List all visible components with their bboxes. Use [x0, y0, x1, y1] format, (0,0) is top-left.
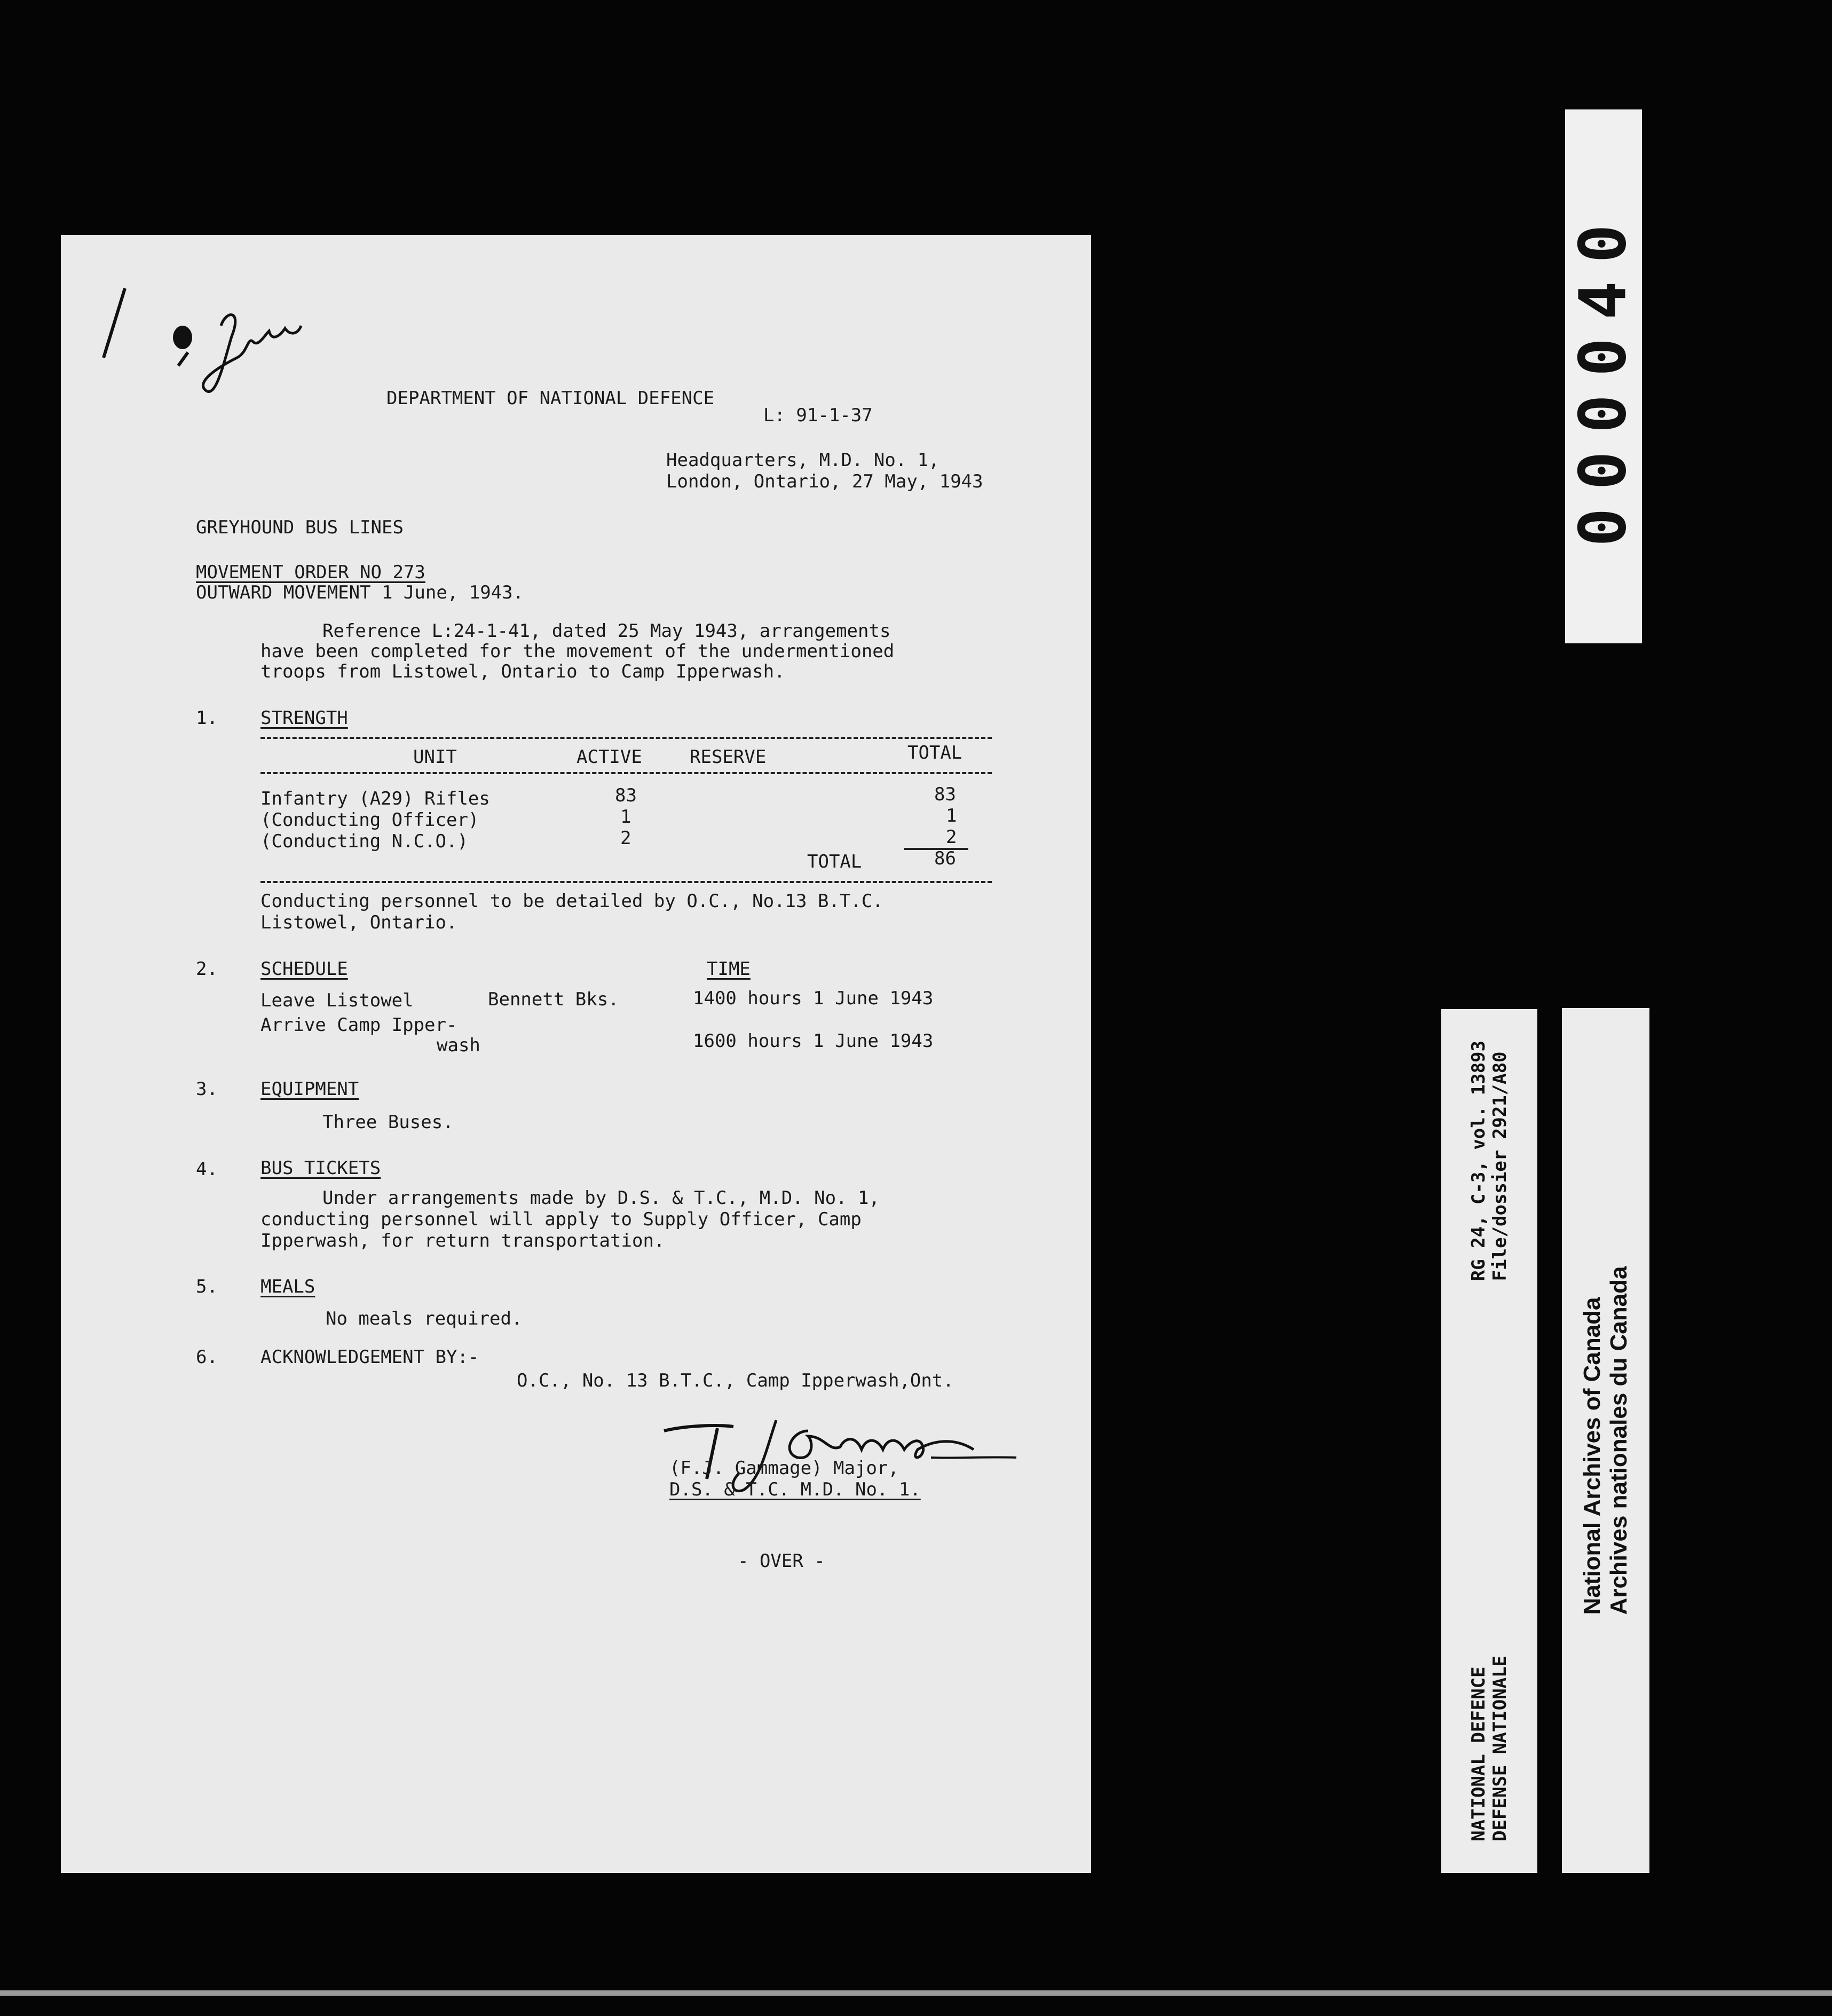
- arrive-time: 1600 hours 1 June 1943: [693, 1030, 934, 1052]
- reference-block: [1468, 1041, 1511, 1281]
- section2-heading: SCHEDULE: [260, 958, 348, 980]
- row2-active: 1: [620, 806, 631, 828]
- row2-unit: (Conducting Officer): [260, 809, 479, 831]
- order-title: MOVEMENT ORDER NO 273: [196, 562, 425, 583]
- total-value: 86: [934, 848, 956, 869]
- section3-number: 3.: [196, 1078, 218, 1100]
- section6-heading: ACKNOWLEDGEMENT BY:-: [260, 1346, 479, 1368]
- frame-number-strip: [1565, 109, 1642, 643]
- national-archives-strip: [1562, 1008, 1649, 1873]
- order-subtitle: OUTWARD MOVEMENT 1 June, 1943.: [196, 582, 524, 603]
- addressee: GREYHOUND BUS LINES: [196, 517, 404, 538]
- row3-unit: (Conducting N.C.O.): [260, 831, 468, 852]
- leave-label: Leave Listowel: [260, 990, 414, 1011]
- section6-text: O.C., No. 13 B.T.C., Camp Ipperwash,Ont.: [517, 1370, 954, 1391]
- hq-address-line1: Headquarters, M.D. No. 1,: [666, 450, 939, 471]
- section4-line1: Under arrangements made by D.S. & T.C., M.D. No. 1,: [322, 1187, 880, 1209]
- section5-text: No meals required.: [326, 1308, 523, 1329]
- row2-total: 1: [946, 805, 957, 826]
- document-page: [61, 235, 1091, 1873]
- column-unit: UNIT: [413, 746, 457, 768]
- section2-number: 2.: [196, 958, 218, 980]
- intro-line1: Reference L:24-1-41, dated 25 May 1943, arrangements: [322, 620, 891, 642]
- row1-active: 83: [615, 785, 637, 806]
- section1-heading: STRENGTH: [260, 707, 348, 729]
- national-archives-label: [1579, 1266, 1632, 1615]
- intro-line2: have been completed for the movement of the undermentioned: [260, 641, 895, 662]
- movement-order-document: [61, 235, 1091, 1873]
- column-reserve: RESERVE: [690, 746, 767, 768]
- over-footer: - OVER -: [738, 1550, 825, 1572]
- table-top-rule: [260, 737, 992, 739]
- section4-heading: BUS TICKETS: [260, 1157, 381, 1179]
- archive-reference-block: [1468, 1041, 1511, 1841]
- file-reference: L: 91-1-37: [763, 405, 873, 426]
- dept-line-french: DEFENSE NATIONALE: [1489, 1656, 1511, 1841]
- row3-total: 2: [946, 826, 957, 848]
- dept-name-block: [1468, 1656, 1511, 1841]
- section5-heading: MEALS: [260, 1276, 315, 1297]
- column-total: TOTAL: [907, 742, 962, 763]
- section4-line3: Ipperwash, for return transportation.: [260, 1230, 665, 1251]
- section1-note-line1: Conducting personnel to be detailed by O.C., No.13 B.T.C.: [260, 891, 883, 912]
- row1-total: 83: [934, 784, 956, 805]
- leave-time: 1400 hours 1 June 1943: [693, 988, 934, 1009]
- total-label: TOTAL: [807, 851, 862, 872]
- intro-line3: troops from Listowel, Ontario to Camp Ipperwash.: [260, 661, 785, 682]
- film-edge-band: [0, 1990, 1832, 1996]
- arrive-label: Arrive Camp Ipper-: [260, 1014, 457, 1036]
- reference-line1: RG 24, C-3, vol. 13893: [1468, 1041, 1489, 1281]
- section3-heading: EQUIPMENT: [260, 1078, 359, 1100]
- section5-number: 5.: [196, 1276, 218, 1297]
- section6-number: 6.: [196, 1346, 218, 1368]
- hq-address-line2: London, Ontario, 27 May, 1943: [666, 471, 983, 492]
- section1-note-line2: Listowel, Ontario.: [260, 912, 457, 933]
- dept-line-english: NATIONAL DEFENCE: [1468, 1666, 1489, 1841]
- archives-name-english: National Archives of Canada: [1579, 1297, 1605, 1615]
- reference-line2: File/dossier 2921/A80: [1489, 1051, 1511, 1281]
- table-bottom-rule: [260, 881, 992, 883]
- row1-unit: Infantry (A29) Rifles: [260, 788, 490, 809]
- section2-time-heading: TIME: [707, 958, 751, 980]
- column-active: ACTIVE: [577, 746, 642, 768]
- signature-title: D.S. & T.C. M.D. No. 1.: [669, 1479, 921, 1500]
- row3-active: 2: [620, 828, 631, 849]
- leave-place: Bennett Bks.: [488, 989, 619, 1010]
- section3-text: Three Buses.: [322, 1112, 454, 1133]
- section4-number: 4.: [196, 1159, 218, 1180]
- handwritten-note-mark: [88, 278, 333, 406]
- section4-line2: conducting personnel will apply to Supply Officer, Camp: [260, 1209, 862, 1230]
- table-header-rule: [260, 772, 992, 774]
- archive-reference-strip: [1441, 1009, 1537, 1873]
- frame-number-text: 000040: [1566, 206, 1641, 547]
- signature-name: (F.J. Gammage) Major,: [669, 1458, 899, 1479]
- department-heading: DEPARTMENT OF NATIONAL DEFENCE: [386, 388, 715, 409]
- archives-name-french: Archives nationales du Canada: [1606, 1266, 1632, 1615]
- section1-number: 1.: [196, 707, 218, 729]
- arrive-label-cont: wash: [437, 1035, 480, 1056]
